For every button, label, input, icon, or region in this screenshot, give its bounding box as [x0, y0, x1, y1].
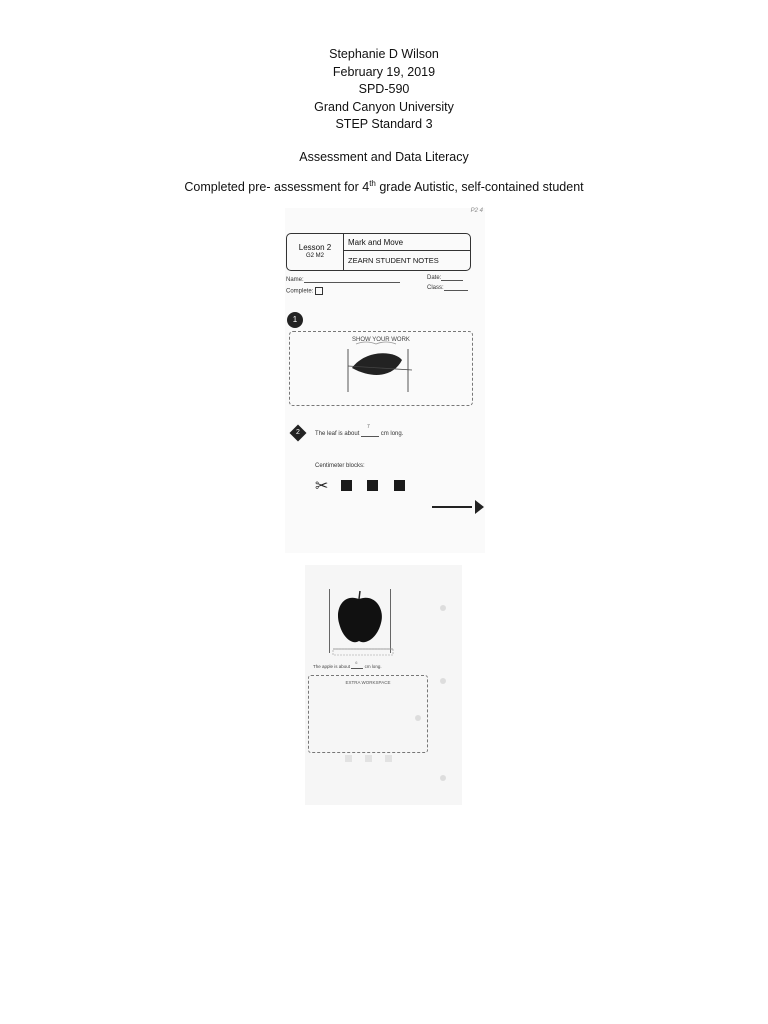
- notes-label: ZEARN STUDENT NOTES: [348, 256, 439, 265]
- question-2-badge: 2: [290, 425, 307, 442]
- apple-drawing: [305, 565, 462, 665]
- caption: Completed pre- assessment for 4th grade Autistic, self-contained student: [184, 179, 584, 195]
- faint-mark: [440, 678, 446, 684]
- extra-workspace-box: [308, 675, 428, 753]
- arrow-right-icon: [475, 500, 484, 514]
- faint-block: [365, 755, 372, 762]
- arrow-shaft: [432, 506, 472, 508]
- q2-answer-blank: 7: [361, 429, 379, 437]
- lesson-id: [287, 234, 344, 270]
- faint-block: [385, 755, 392, 762]
- faint-mark: [440, 605, 446, 611]
- date-field: Date:: [427, 274, 463, 281]
- worksheet-scan-2: [305, 565, 462, 805]
- lesson-code: G2 M2: [305, 253, 324, 259]
- question-1-badge: 1: [287, 312, 303, 328]
- cm-block: [367, 480, 378, 491]
- faint-mark: [415, 715, 421, 721]
- header-block: [0, 46, 768, 134]
- apple-question-text: The apple is about 6 cm long.: [313, 660, 382, 669]
- centimeter-blocks-label: Centimeter blocks:: [315, 463, 365, 469]
- standard-label: STEP Standard 3: [335, 117, 433, 132]
- cm-block: [341, 480, 352, 491]
- course-code: SPD-590: [358, 82, 410, 97]
- leaf-icon: [352, 353, 402, 375]
- cm-block: [394, 480, 405, 491]
- scissors-icon: ✂: [315, 478, 329, 495]
- complete-checkbox: [315, 287, 323, 295]
- class-field: Class:: [427, 284, 468, 291]
- school-name: Grand Canyon University: [314, 99, 454, 114]
- apple-icon: [338, 598, 382, 642]
- question-2-text: The leaf is about 7 cm long.: [315, 424, 404, 437]
- apple-answer-blank: 6: [351, 663, 363, 669]
- show-work-box: [289, 331, 473, 406]
- page-mark: P2 4: [470, 208, 483, 214]
- section-title: Assessment and Data Literacy: [299, 150, 469, 164]
- leaf-drawing: [290, 332, 472, 405]
- author-name: Stephanie D Wilson: [329, 47, 439, 61]
- worksheet-scan-1: [285, 208, 485, 553]
- lesson-header-box: [286, 233, 471, 271]
- lesson-label: Lesson 2: [298, 243, 332, 252]
- extra-workspace-label: EXTRA WORKSPACE: [345, 680, 391, 685]
- faint-block: [345, 755, 352, 762]
- complete-field: Complete:: [286, 287, 323, 295]
- faint-mark: [440, 775, 446, 781]
- document-date: February 19, 2019: [332, 64, 436, 79]
- show-work-label: SHOW YOUR WORK: [352, 337, 410, 343]
- name-field: Name:: [286, 276, 400, 283]
- lesson-title: Mark and Move: [344, 234, 470, 251]
